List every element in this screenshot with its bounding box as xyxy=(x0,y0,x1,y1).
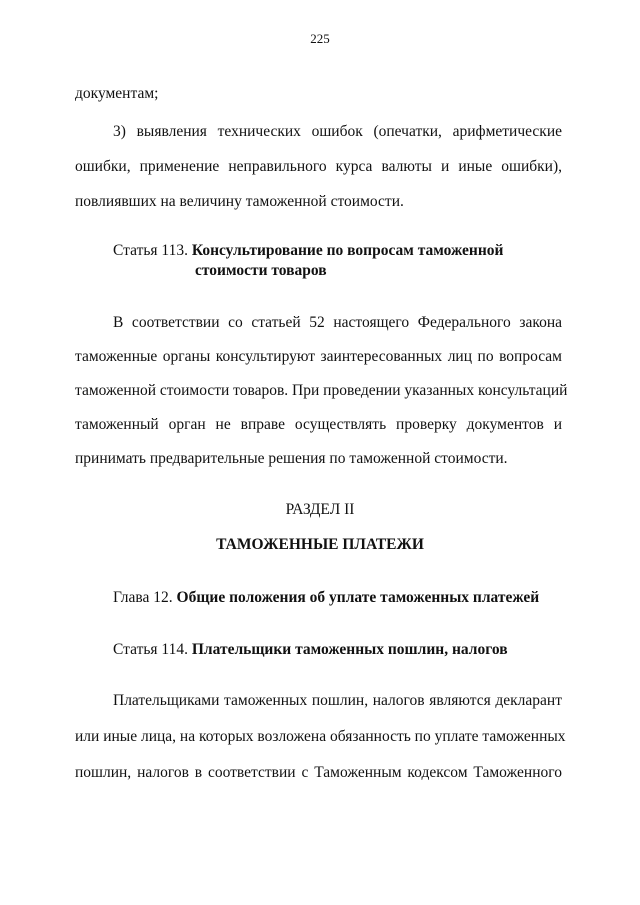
text-line: принимать предварительные решения по таможенной стоимости. xyxy=(75,450,508,467)
article-113-prefix: Статья 113. xyxy=(113,242,192,259)
article-113-title-cont: стоимости товаров xyxy=(195,262,327,279)
text-line: 3) выявления технических ошибок (опечатки, арифметические xyxy=(113,123,562,140)
article-114-title: Плательщики таможенных пошлин, налогов xyxy=(191,641,508,658)
text-line: ошибки, применение неправильного курса валюты и иные ошибки), xyxy=(75,158,562,175)
text-line: Плательщиками таможенных пошлин, налогов являются декларант xyxy=(113,692,562,709)
text-line: В соответствии со статьей 52 настоящего Федерального закона xyxy=(113,314,562,331)
text-line: таможенный орган не вправе осуществлять проверку документов и xyxy=(75,416,562,433)
section-label: РАЗДЕЛ II xyxy=(285,501,355,518)
chapter-12-heading xyxy=(113,588,600,608)
text-line: документам; xyxy=(75,85,159,102)
article-114-heading xyxy=(113,640,600,660)
chapter-12-prefix: Глава 12. xyxy=(113,589,177,606)
text-line: или иные лица, на которых возложена обязанность по уплате таможенных xyxy=(75,728,566,745)
page-number: 225 xyxy=(310,31,330,46)
section-title: ТАМОЖЕННЫЕ ПЛАТЕЖИ xyxy=(216,536,424,553)
text-line: повлиявших на величину таможенной стоимости. xyxy=(75,193,404,210)
text-line: таможенной стоимости товаров. При проведении указанных консультаций xyxy=(75,382,568,399)
text-line: пошлин, налогов в соответствии с Таможенным кодексом Таможенного xyxy=(75,764,562,781)
article-113-title: Консультирование по вопросам таможенной xyxy=(191,242,504,259)
text-line: таможенные органы консультируют заинтересованных лиц по вопросам xyxy=(75,348,562,365)
article-114-prefix: Статья 114. xyxy=(113,641,192,658)
article-113-heading xyxy=(113,241,600,261)
chapter-12-title: Общие положения об уплате таможенных платежей xyxy=(176,589,540,606)
